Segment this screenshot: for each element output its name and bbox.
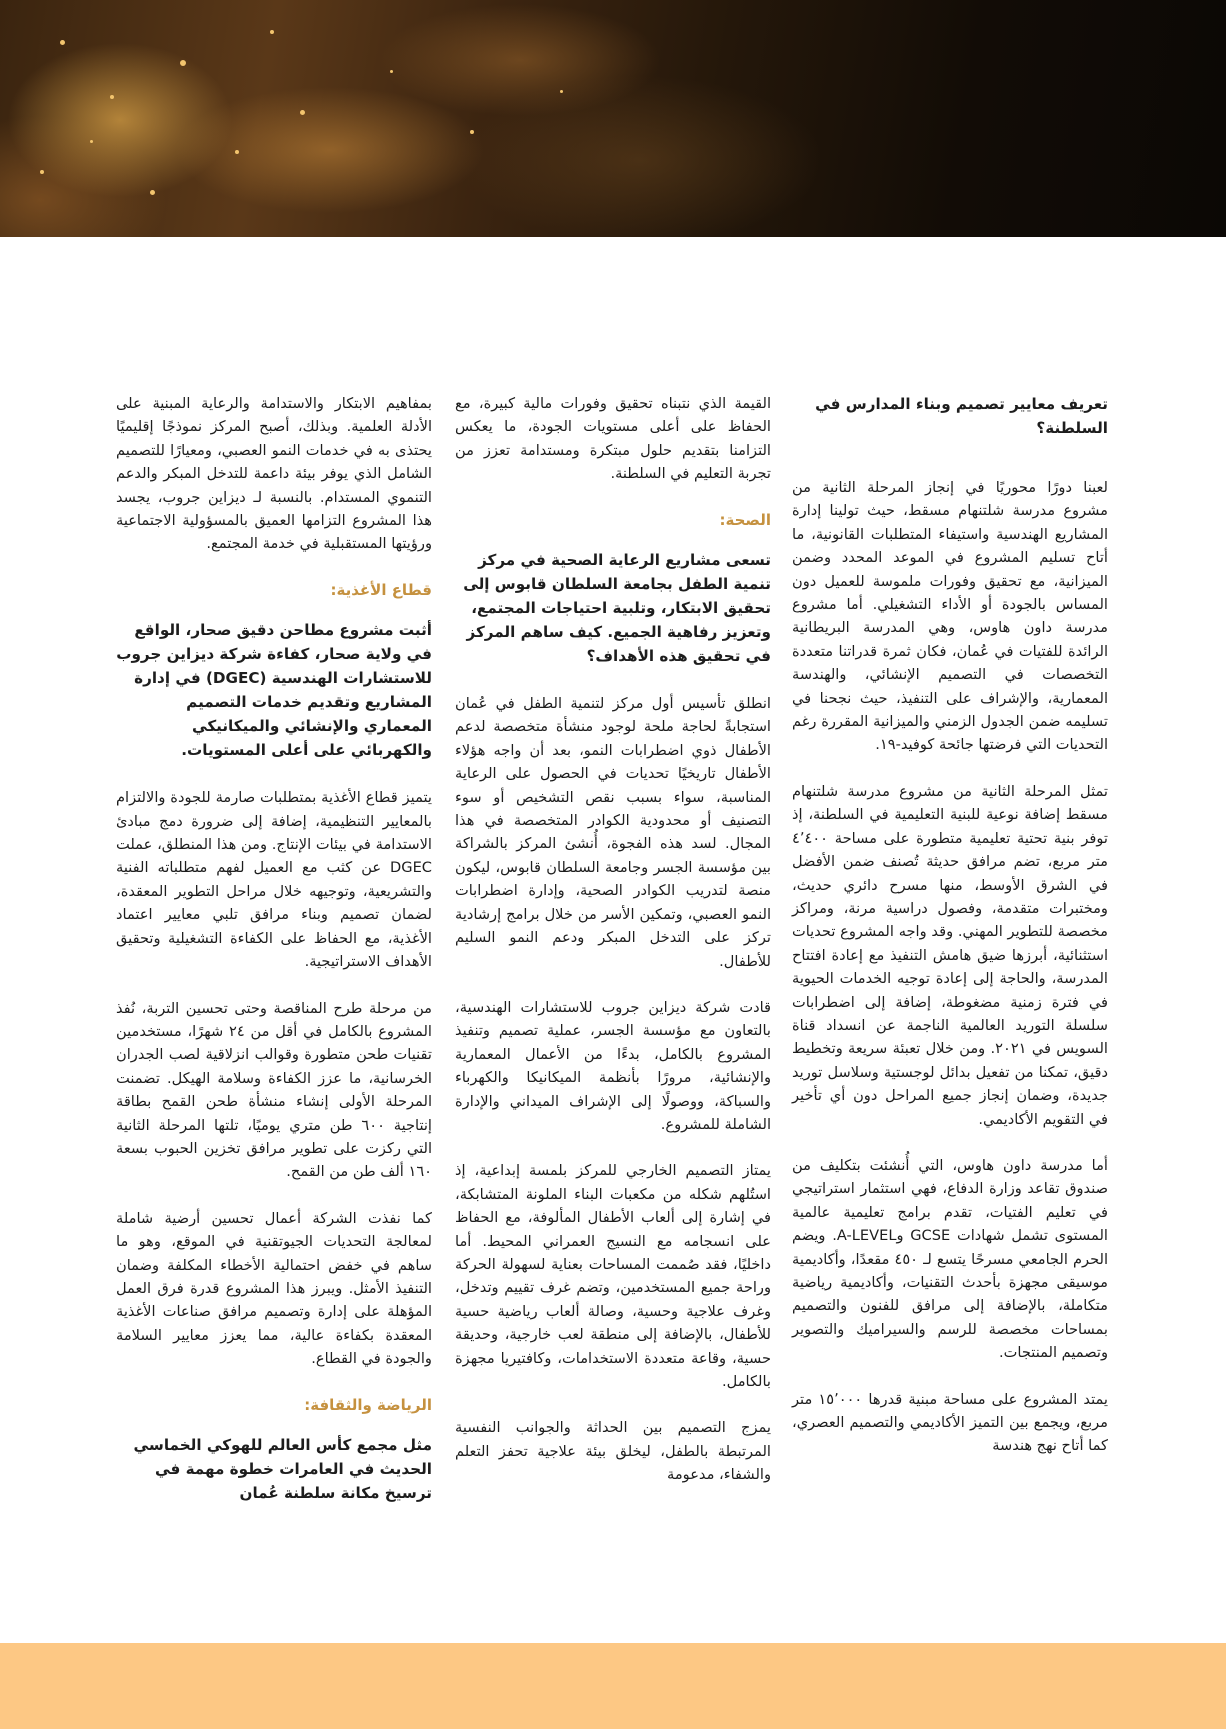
article-column-middle [455,392,771,1510]
paragraph: يمتد المشروع على مساحة مبنية قدرها ١٥٬٠٠٠ متر مربع، ويجمع بين التميز الأكاديمي والتصميم العصري، كما أتاح نهج هندسة [792,1390,1108,1455]
paragraph: انطلق تأسيس أول مركز لتنمية الطفل في عُمان استجابةً لحاجة ملحة لوجود منشأة متخصصة لدعم الأطفال ذوي اضطرابات النمو، بعد أن واجه هؤلاء الأطفال تاريخيًا تحديات في الحصول على الرعاية المناسبة، سواء بسبب نقص التشخيص أو سوء التصنيف أو محدودية الكوادر المتخصصة في هذا المجال. لسد هذه الفجوة، أُنشئ المركز بالشراكة بين مؤسسة الجسر وجامعة السلطان قابوس، ليكون منصة لتدريب الكوادر الصحية، وإدارة اضطرابات النمو العصبي، وتمكين الأسر من خلال برامج إرشادية تركز على التدخل المبكر ودعم النمو السليم للأطفال. [455,695,771,970]
paragraph: من مرحلة طرح المناقصة وحتى تحسين التربة، نُفذ المشروع بالكامل في أقل من ٢٤ شهرًا، مستخدمين تقنيات طحن متطورة وقوالب انزلاقية لصب الجدران الخرسانية، ما عزز الكفاءة وسلامة الهيكل. تضمنت المرحلة الأولى إنشاء منشأة طحن القمح بطاقة إنتاجية ٦٠٠ طن متري يوميًا، تلتها المرحلة الثانية التي ركزت على تطوير مرافق تخزين الحبوب بسعة ١٦٠ ألف طن من القمح. [116,999,432,1181]
footer-band [0,1643,1226,1729]
section-label-health: الصحة: [719,510,771,529]
paragraph: لعبنا دورًا محوريًا في إنجاز المرحلة الثانية من مشروع مدرسة شلتنهام مسقط، حيث تولينا إدارة المشاريع الهندسية واستيفاء المتطلبات القانونية، ما أتاح تسليم المشروع في الموعد المحدد وضمن الميزانية، مع تحقيق وفورات ملموسة للعميل دون المساس بالجودة أو الأداء التشغيلي. أما مشروع مدرسة داون هاوس، وهي المدرسة البريطانية الرائدة للفتيات في عُمان، فكان ثمرة قدراتنا متعددة التخصصات في التصميم الإنشائي، والهندسة المعمارية، والإشراف على التنفيذ، حيث نجحنا في تسليمه ضمن الجدول الزمني والميزانية المقررة رغم التحديات التي فرضتها جائحة كوفيد-١٩. [792,479,1108,754]
paragraph: القيمة الذي نتبناه تحقيق وفورات مالية كبيرة، مع الحفاظ على أعلى مستويات الجودة، ما يعكس التزامنا بتقديم حلول مبتكرة ومستدامة تعزز من تجربة التعليم في السلطنة. [455,395,771,483]
header-photo [0,0,1226,237]
paragraph: يمزج التصميم بين الحداثة والجوانب النفسية المرتبطة بالطفل، ليخلق بيئة علاجية تحفز التعلم والشفاء، مدعومة [455,1419,771,1484]
article-column-right [792,392,1108,1481]
paragraph: كما نفذت الشركة أعمال تحسين أرضية شاملة لمعالجة التحديات الجيوتقنية في الموقع، وهو ما ساهم في خفض احتمالية الأخطاء المكلفة وضمان التنفيذ الأمثل. ويبرز هذا المشروع قدرة فرق العمل المؤهلة على إدارة وتصميم مرافق صناعات الأغذية المعقدة بكفاءة عالية، مما يعزز معايير السلامة والجودة في القطاع. [116,1209,432,1368]
schools-question: تعريف معايير تصميم وبناء المدارس في السلطنة؟ [815,395,1108,437]
food-question: أثبت مشروع مطاحن دقيق صحار، الواقع في ولاية صحار، كفاءة شركة ديزاين جروب للاستشارات الهندسية (DGEC) في إدارة المشاريع وتقديم خدمات التصميم المعماري والإنشائي والميكانيكي والكهربائي على أعلى المستويات. [116,621,432,760]
paragraph: يتميز قطاع الأغذية بمتطلبات صارمة للجودة والالتزام بالمعايير التنظيمية، إضافة إلى ضرورة دمج مبادئ الاستدامة في بيئات الإنتاج. ومن هذا المنطلق، عملت DGEC عن كثب مع العميل لفهم متطلباته الفنية والتشريعية، وتوجيهه خلال مراحل التطوير المعقدة، لضمان تصميم وبناء مرافق تلبي معايير اعتماد الأغذية، مع الحفاظ على الكفاءة التشغيلية وتحقيق الأهداف الاستراتيجية. [116,789,432,971]
section-label-food: قطاع الأغذية: [330,580,432,599]
paragraph: تمثل المرحلة الثانية من مشروع مدرسة شلتنهام مسقط إضافة نوعية للبنية التعليمية في السلطنة، إذ توفر بنية تحتية تعليمية متطورة على مساحة ٤٬٤٠٠ متر مربع، تضم مرافق حديثة تُصنف ضمن الأفضل في الشرق الأوسط، منها مسرح دائري حديث، ومختبرات متقدمة، وفصول دراسية مرنة، ومراكز مخصصة للتطوير المهني. وقد واجه المشروع تحديات استثنائية، أبرزها ضيق هامش التنفيذ مع إعادة افتتاح المدرسة، والحاجة إلى إعادة توجيه الخدمات الحيوية في فترة زمنية مضغوطة، إضافة إلى اضطرابات سلسلة التوريد العالمية الناجمة عن انسداد قناة السويس في ٢٠٢١. ومن خلال تعبئة سريعة وتخطيط دقيق، تمكنا من تفعيل بدائل لوجستية وسلاسل توريد جديدة، وضمان إنجاز جميع المراحل دون أي تأخير في التقويم الأكاديمي. [792,782,1108,1128]
paragraph: قادت شركة ديزاين جروب للاستشارات الهندسية، بالتعاون مع مؤسسة الجسر، عملية تصميم وتنفيذ المشروع بالكامل، بدءًا من الأعمال المعمارية والإنشائية، مرورًا بأنظمة الميكانيكا والكهرباء والسباكة، ووصولًا إلى الإشراف الميداني والإدارة الشاملة للمشروع. [455,998,771,1133]
paragraph: بمفاهيم الابتكار والاستدامة والرعاية المبنية على الأدلة العلمية. وبذلك، أصبح المركز نموذجًا إقليميًا يحتذى به في خدمات النمو العصبي، ومعيارًا للتصميم الشامل الذي يوفر بيئة داعمة للتدخل المبكر والدعم التنموي المستدام. بالنسبة لـ ديزاين جروب، يجسد هذا المشروع التزامها العميق بالمسؤولية الاجتماعية ورؤيتها المستقبلية في خدمة المجتمع. [116,395,432,553]
health-question: تسعى مشاريع الرعاية الصحية في مركز تنمية الطفل بجامعة السلطان قابوس إلى تحقيق الابتكار، وتلبية احتياجات المجتمع، وتعزيز رفاهية الجميع. كيف ساهم المركز في تحقيق هذه الأهداف؟ [463,551,771,666]
paragraph: أما مدرسة داون هاوس، التي أُنشئت بتكليف من صندوق تقاعد وزارة الدفاع، فهي استثمار استراتيجي في تعليم الفتيات، تقدم برامج تعليمية عالمية المستوى تشمل شهادات GCSE وA-LEVEL. ويضم الحرم الجامعي مسرحًا يتسع لـ ٤٥٠ مقعدًا، وأكاديمية موسيقى مجهزة بأحدث التقنيات، وأكاديمية رياضية متكاملة، بالإضافة إلى مرافق للفنون والتصميم بمساحات مخصصة للرسم والسيراميك والتصوير وتصميم المنتجات. [792,1156,1108,1362]
article-column-left [116,392,432,1529]
sports-question: مثل مجمع كأس العالم للهوكي الخماسي الحديث في العامرات خطوة مهمة في ترسيخ مكانة سلطنة عُمان [133,1436,432,1502]
paragraph: يمتاز التصميم الخارجي للمركز بلمسة إبداعية، إذ استُلهم شكله من مكعبات البناء الملونة المتشابكة، في إشارة إلى ألعاب الأطفال المألوفة، مع الحفاظ على انسجامه مع النسيج العمراني المحيط. أما داخليًا، فقد صُممت المساحات بعناية لسهولة الحركة وراحة جميع المستخدمين، وتضم غرف تقييم وتدخل، وغرف علاجية وحسية، وصالة ألعاب رياضية حسية للأطفال، بالإضافة إلى منطقة لعب خارجية، وحديقة حسية، وقاعة متعددة الاستخدامات، وكافتيريا مجهزة بالكامل. [455,1162,771,1390]
section-label-sports: الرياضة والثقافة: [304,1395,432,1414]
